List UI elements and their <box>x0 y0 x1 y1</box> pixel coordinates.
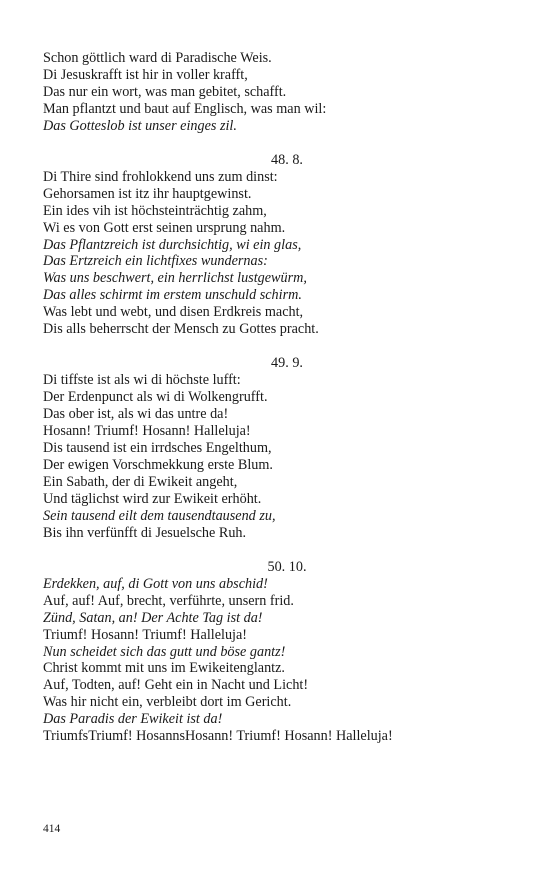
verse-line: Schon göttlich ward di Paradische Weis. <box>43 50 272 66</box>
verse-line: Hosann! Triumf! Hosann! Halleluja! <box>43 423 251 440</box>
verse-line: Sein tausend eilt dem tausendtausend zu, <box>43 507 276 524</box>
verse-line: Auf, Todten, auf! Geht ein in Nacht und Licht! <box>43 677 309 694</box>
verse-line: Was lebt und webt, und disen Erdkreis macht, <box>43 304 304 321</box>
verse-line: TriumfsTriumf! HosannsHosann! Triumf! Hosann! Halleluja! <box>43 728 393 745</box>
poem-text <box>43 50 513 745</box>
verse-line: Di Thire sind frohlokkend uns zum dinst: <box>43 168 278 185</box>
verse-line: Das Paradis der Ewikeit ist da! <box>43 711 223 728</box>
stanza-heading: 50. 10. <box>267 558 307 575</box>
verse-line: Das ober ist, als wi das untre da! <box>43 406 229 423</box>
verse-line: Der Erdenpunct als wi di Wolkengrufft. <box>43 389 268 406</box>
verse-line: Di Jesuskrafft ist hir in voller krafft, <box>43 66 248 83</box>
verse-line: Was hir nicht ein, verbleibt dort im Gericht. <box>43 694 292 711</box>
verse-line: Das alles schirmt im erstem unschuld schirm. <box>43 287 302 304</box>
verse-line: Das Ertzreich ein lichtfixes wundernas: <box>43 253 268 270</box>
verse-line: Und täglichst wird zur Ewikeit erhöht. <box>43 490 262 507</box>
verse-line: Triumf! Hosann! Triumf! Halleluja! <box>43 626 247 643</box>
verse-line: Christ kommt mit uns im Ewikeitenglantz. <box>43 660 285 677</box>
verse-line: Di tiffste ist als wi di höchste lufft: <box>43 372 241 389</box>
verse-line: Man pflantzt und baut auf Englisch, was man wil: <box>43 100 327 117</box>
verse-line: Das nur ein wort, was man gebitet, schafft. <box>43 83 287 100</box>
stanza <box>43 135 513 338</box>
stanza-heading: 48. 8. <box>271 151 303 168</box>
verse-line: Das Pflantzreich ist durchsichtig, wi ein glas, <box>43 236 302 253</box>
stanza-heading: 49. 9. <box>271 355 303 372</box>
stanza <box>43 338 513 541</box>
verse-line: Ein ides vih ist höchsteinträchtig zahm, <box>43 202 267 219</box>
verse-line: Erdekken, auf, di Gott von uns abschid! <box>43 575 268 592</box>
verse-line: Das Gotteslob ist unser einges zil. <box>43 117 237 134</box>
stanza <box>43 542 513 745</box>
verse-line: Auf, auf! Auf, brecht, verführte, unsern frid. <box>43 592 294 609</box>
verse-line: Bis ihn verfünfft di Jesuelsche Ruh. <box>43 524 247 541</box>
page-number: 414 <box>43 823 61 835</box>
stanza <box>43 50 513 135</box>
verse-line: Wi es von Gott erst seinen ursprung nahm. <box>43 219 286 236</box>
verse-line: Der ewigen Vorschmekkung erste Blum. <box>43 456 273 473</box>
verse-line: Gehorsamen ist itz ihr hauptgewinst. <box>43 185 252 202</box>
verse-line: Dis tausend ist ein irrdsches Engelthum, <box>43 440 272 457</box>
verse-line: Dis alls beherrscht der Mensch zu Gottes pracht. <box>43 321 319 338</box>
verse-line: Ein Sabath, der di Ewikeit angeht, <box>43 473 238 490</box>
verse-line: Zünd, Satan, an! Der Achte Tag ist da! <box>43 609 263 626</box>
verse-line: Was uns beschwert, ein herrlichst lustgewürm, <box>43 270 307 287</box>
verse-line: Nun scheidet sich das gutt und böse gantz! <box>43 643 286 660</box>
